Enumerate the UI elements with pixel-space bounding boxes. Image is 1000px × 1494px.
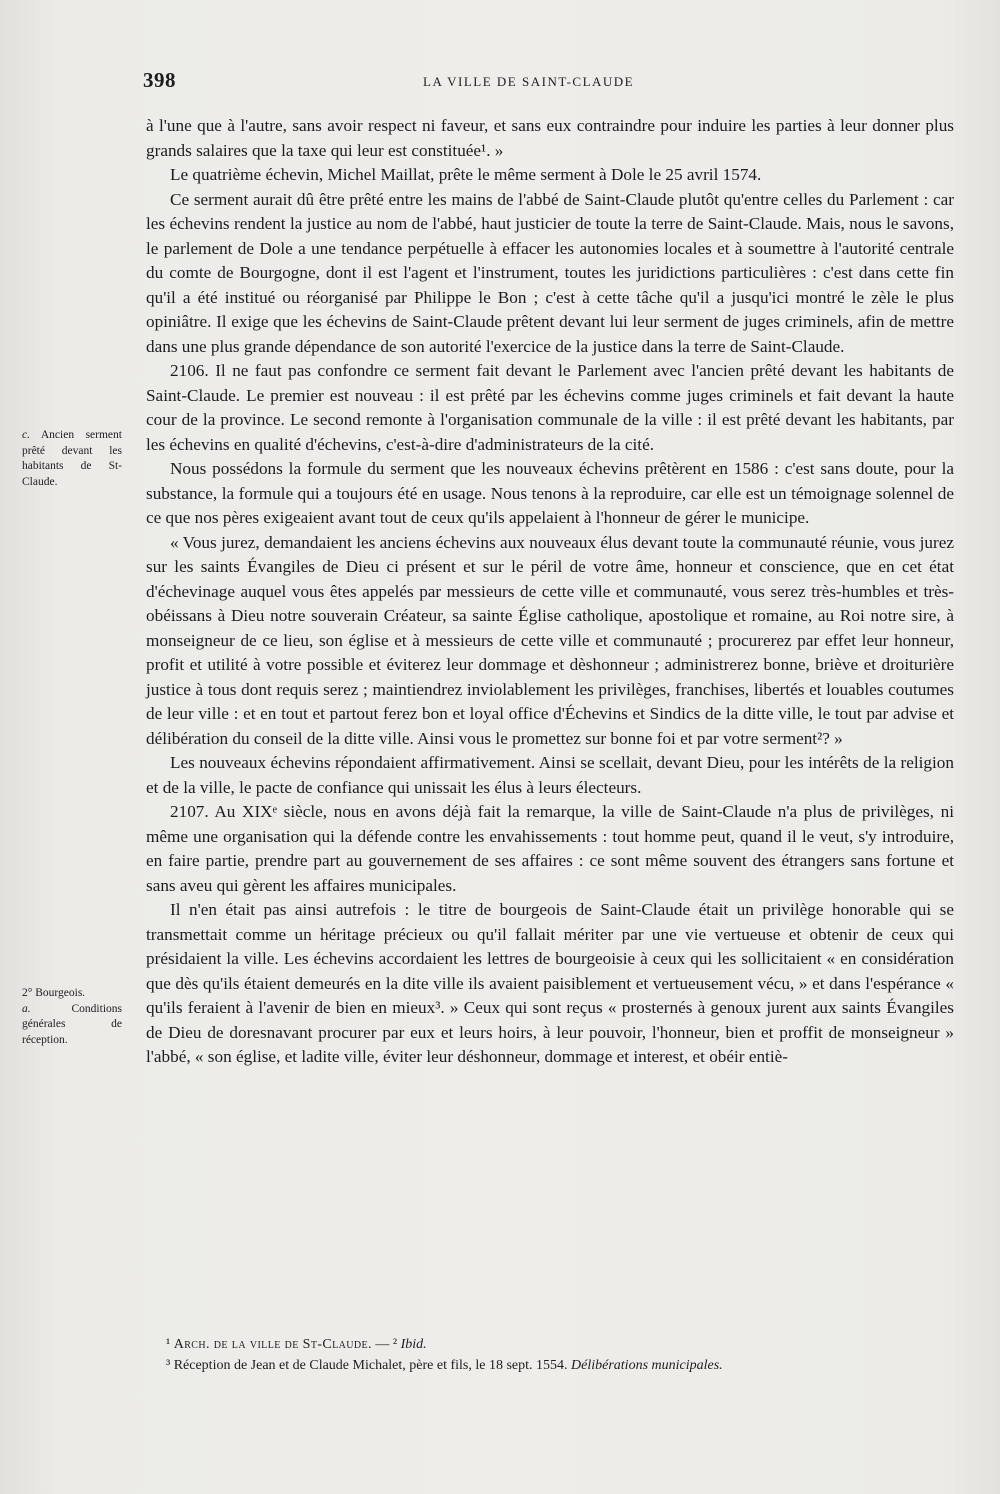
paragraph-text: Il ne faut pas confondre ce serment fait devant le Parlement avec l'ancien prêté devant les habitants de Saint-Claude. Le premier est nouveau : il est prêté par les échevins comme juges criminels et fait devant la haute cour de la province. Le second remonte à l'organisation communale de la ville : il est prêté devant les habitants, par les échevins en qualité d'échevins, c'est-à-dire d'administrateurs de la cité.	[146, 361, 955, 454]
paragraph-text: Au XIXᵉ siècle, nous en avons déjà fait la remarque, la ville de Saint-Claude n'a plus de privilèges, ni même une organisation qui la défende contre les envahissements : tout homme peut, quand il le veut, s'y introduire, en faire partie, prendre part au gouvernement de ses affaires : ce sont même souvent des étrangers sans fortune et sans aveu qui gèrent les affaires municipales.	[146, 802, 954, 895]
margin-note-number: 2°	[22, 987, 33, 999]
footnote-1-2	[146, 1334, 966, 1355]
margin-note-ancien-serment	[22, 428, 122, 490]
footnote-mark: ²	[392, 1337, 398, 1352]
footnote-source: Délibérations municipales.	[571, 1358, 723, 1373]
footnote-text: Arch. de la ville de St-Claude.	[173, 1337, 372, 1352]
paragraph: Nous possédons la formule du serment que les nouveaux échevins prêtèrent en 1586 : c'est sans doute, pour la substance, la formule qui a toujours été en usage. Nous tenons à la reproduire, car elle est un témoignage solennel de ce que nos pères exigeaient avant tout de ceux qu'ils appelaient à l'honneur de gérer le municipe.	[146, 459, 954, 527]
footnote-mark: ¹	[166, 1337, 171, 1352]
paragraph-2106	[146, 359, 954, 457]
footnote-text: Ibid.	[400, 1337, 427, 1352]
footnote-text: Réception de Jean et de Claude Michalet, père et fils, le 18 sept. 1554.	[173, 1358, 568, 1373]
paragraph: Les nouveaux échevins répondaient affirmativement. Ainsi se scellait, devant Dieu, pour les intérêts de la religion et de la ville, le pacte de confiance qui unissait les élus à leurs électeurs.	[146, 753, 954, 797]
main-text	[146, 114, 954, 1070]
paragraph-2107	[146, 800, 954, 898]
paragraph: Le quatrième échevin, Michel Maillat, prête le même serment à Dole le 25 avril 1574.	[170, 165, 762, 184]
footnote-3	[146, 1355, 966, 1376]
margin-note-letter: a.	[22, 1002, 31, 1015]
paragraph: Ce serment aurait dû être prêté entre les mains de l'abbé de Saint-Claude plutôt qu'entre celles du Parlement : car les échevins rendent la justice au nom de l'abbé, haut justicier de toute la terre de Saint-Claude. Mais, nous le savons, le parlement de Dole a une tendance perpétuelle à effacer les autonomies locales et à soumettre à l'autorité centrale du comte de Bourgogne, dont il est l'agent et l'instrument, toutes les juridictions particulières : c'est dans cette fin qu'il a été institué ou réorganisé par Philippe le Bon ; c'est à cette tâche qu'il a jusqu'ici montré le zèle le plus opiniâtre. Il exige que les échevins de Saint-Claude prêtent devant lui leur serment de juges criminels, afin de mettre dans une plus grande dépendance de son autorité l'exercice de la justice dans la terre de Saint-Claude.	[146, 189, 954, 356]
footnotes	[146, 1334, 966, 1376]
margin-note-text: Bourgeois.	[35, 987, 86, 999]
margin-note-bourgeois	[22, 986, 122, 1048]
section-number: 2106.	[170, 361, 209, 380]
section-number: 2107.	[170, 802, 209, 821]
footnote-mark: ³	[166, 1358, 171, 1373]
margin-note-text: Ancien serment prêté devant les habitants de St-Claude.	[22, 429, 122, 488]
footnote-separator: —	[375, 1337, 390, 1352]
page-number: 398	[143, 68, 176, 92]
paragraph: Il n'en était pas ainsi autrefois : le titre de bourgeois de Saint-Claude était un privilège honorable qui se transmettait comme un héritage précieux ou qu'il fallait mériter par une vie vertueuse et obtenir de ceux qui présidaient la ville. Les échevins accordaient les lettres de bourgeoisie à ceux qui les sollicitaient « en considération que dès qu'ils étaient demeurés en la dite ville ils avaient paisiblement et vertueusement vécu, » et dans l'espérance « qu'ils feraient à l'avenir de bien en mieux³. » Ceux qui sont reçus « prosternés à genoux jurent aux saints Évangiles de Dieu de doresnavant procurer par eux et leurs hoirs, à leur pouvoir, l'honneur, bien et proffit de monseigneur » l'abbé, « son église, et ladite ville, éviter leur déshonneur, dommage et interest, et obéir entiè-	[146, 900, 954, 1066]
oath-quotation: « Vous jurez, demandaient les anciens échevins aux nouveaux élus devant toute la communauté réunie, vous jurez sur les saints Évangiles de Dieu ci présent et sur le péril de votre âme, honneur et conscience, que en cet état d'échevinage auquel vous êtes appelés par messieurs de cette ville et communauté, vous serez très-humbles et très-obéissans à Dieu notre souverain Créateur, sa sainte Église catholique, apostolique et romaine, au Roi notre sire, à monseigneur de ce lieu, son église et à messieurs de cette ville et communauté ; procurerez par effet leur honneur, profit et utilité à votre possible et éviterez leur dommage et dèshonneur ; administrerez bonne, briève et droiturière justice à tous dont requis serez ; maintiendrez inviolablement les privilèges, franchises, libertés et louables coutumes de leur ville : et en tout et partout ferez bon et loyal office d'Échevins et Sindics de la ditte ville, le tout par advise et délibération du conseil de la ditte ville. Ainsi vous le promettez sur bonne foi et par votre serment²? »	[146, 532, 954, 748]
margin-note-letter: c.	[22, 429, 30, 441]
page-header	[143, 68, 965, 98]
running-title: LA VILLE DE SAINT-CLAUDE	[423, 74, 635, 89]
paragraph: à l'une que à l'autre, sans avoir respect ni faveur, et sans eux contraindre pour induire les parties à leur donner plus grands salaires que la taxe qui leur est constituée¹. »	[146, 116, 954, 160]
margin-note-text: Conditions générales de réception.	[22, 1002, 122, 1046]
